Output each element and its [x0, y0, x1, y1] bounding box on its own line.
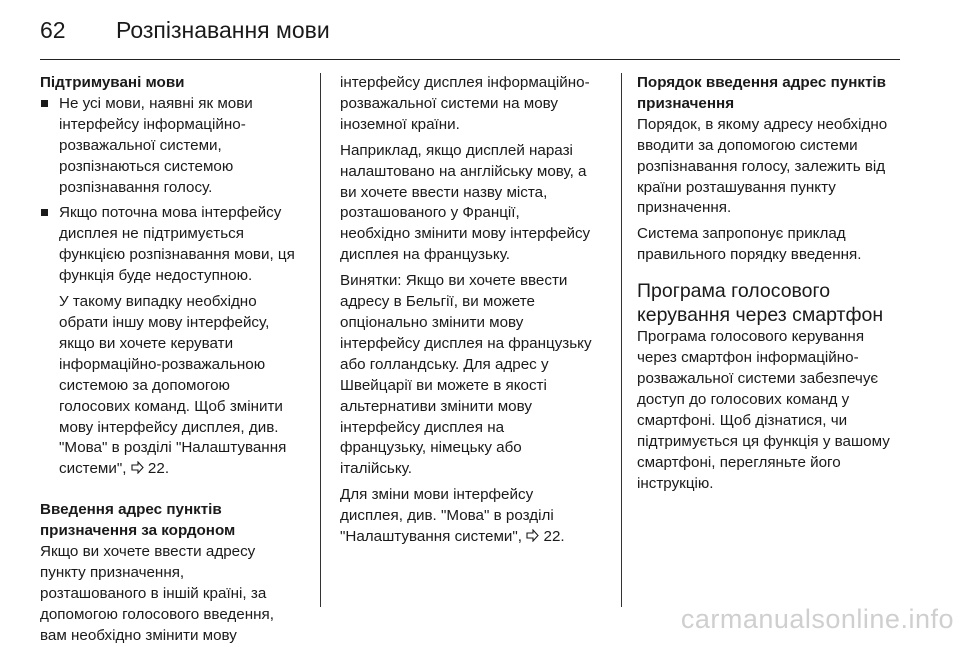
text-line: підтримується ця функція у вашому: [637, 432, 890, 450]
text-line: Система запропонує приклад: [637, 225, 846, 243]
text-line: дисплея, див. "Мова" в розділі: [340, 507, 554, 525]
column-2: [340, 73, 612, 548]
text-line: пункту призначення,: [40, 563, 185, 581]
section-heading-foreign-addresses: Введення адрес пунктів: [40, 501, 222, 519]
section-heading-smartphone-voice: Програма голосового: [637, 280, 831, 303]
column-1: [40, 73, 312, 647]
bullet-square-icon: [41, 209, 48, 216]
text-line: інтерфейсу інформаційно-: [59, 115, 246, 133]
page-reference[interactable]: 22.: [147, 460, 170, 478]
bullet-item: [40, 203, 312, 480]
section-heading-address-order: Порядок введення адрес пунктів: [637, 74, 886, 91]
text-line: альтернативи змінити мову: [340, 397, 532, 415]
text-line: голосових команд. Щоб змінити: [59, 397, 283, 415]
text-line: розважальної системи на мову: [340, 94, 559, 112]
watermark: carmanualsonline.info: [680, 604, 954, 634]
column-divider-2: [621, 73, 622, 607]
bullet-square-icon: [41, 100, 48, 107]
text-line: інтерфейсу дисплея інформаційно-: [340, 74, 590, 91]
text-line: Порядок, в якому адресу необхідно: [637, 115, 888, 133]
text-line: розважальної системи,: [59, 136, 222, 154]
page-reference-arrow-icon: [526, 529, 539, 542]
text-line: країни розташування пункту: [637, 178, 836, 196]
text-line: розпізнаються системою: [59, 157, 234, 175]
text-line: доступ до голосових команд у: [637, 390, 850, 408]
text-line: налаштовано на англійську мову, а: [340, 162, 587, 180]
page-reference-arrow-icon: [131, 461, 144, 474]
page-title: Розпізнавання мови: [116, 17, 330, 43]
text-line: іноземної країни.: [340, 115, 460, 133]
text-line: вам необхідно змінити мову: [40, 626, 237, 644]
text-line: дисплея на французьку.: [340, 246, 511, 264]
text-line: через смартфон інформаційно-: [637, 349, 859, 367]
text-line: системою за допомогою: [59, 376, 230, 394]
text-line: У такому випадку необхідно: [59, 293, 257, 311]
text-line: інструкцію.: [637, 474, 714, 492]
text-line: Наприклад, якщо дисплей наразі: [340, 141, 573, 159]
text-line: розпізнавання голосу, залежить від: [637, 157, 886, 175]
text-line: Винятки: Якщо ви хочете ввести: [340, 272, 568, 290]
text-line: Якщо ви хочете ввести адресу: [40, 543, 256, 561]
text-line: Не усі мови, наявні як мови: [59, 94, 253, 112]
text-line: дисплея не підтримується: [59, 225, 244, 243]
text-line: допомогою голосового введення,: [40, 605, 274, 623]
text-line: обрати іншу мову інтерфейсу,: [59, 313, 270, 331]
text-line: якщо ви хочете керувати: [59, 334, 234, 352]
page-number: 62: [40, 17, 66, 43]
text-line: необхідно змінити мову інтерфейсу: [340, 225, 591, 243]
text-line-with-ref: "Налаштування системи", 22.: [340, 528, 565, 546]
text-line: смартфоні. Щоб дізнатися, чи: [637, 411, 848, 429]
text-line: розташованого у Франції,: [340, 204, 520, 222]
text-line: інтерфейсу дисплея на французьку: [340, 334, 592, 352]
text-line: Програма голосового керування: [637, 328, 865, 346]
text-line: смартфоні, перегляньте його: [637, 453, 841, 471]
text-line: функція буде недоступною.: [59, 267, 253, 285]
page-header: [40, 17, 330, 44]
text-line: розважальної системи забезпечує: [637, 369, 879, 387]
text-line: Швейцарії ви можете в якості: [340, 376, 547, 394]
text-line: призначення.: [637, 199, 732, 217]
text-line: опціонально змінити мову: [340, 313, 524, 331]
text-line: правильного порядку введення.: [637, 246, 862, 264]
header-rule: [40, 59, 900, 60]
text-line: "Мова" в розділі "Налаштування: [59, 439, 287, 457]
section-heading-smartphone-voice: керування через смартфон: [637, 303, 884, 326]
text-line: інтерфейсу дисплея на: [340, 418, 505, 436]
section-heading-address-order: призначення: [637, 94, 735, 112]
text-line: або голландську. Для адрес у: [340, 355, 549, 373]
column-3: [637, 73, 907, 494]
text-line: ви хочете ввести назву міста,: [340, 183, 548, 201]
text-line: розпізнавання голосу.: [59, 178, 213, 196]
text-line: мову інтерфейсу дисплея, див.: [59, 418, 279, 436]
text-line: розташованого в іншій країні, за: [40, 584, 267, 602]
column-divider-1: [320, 73, 321, 607]
page-reference[interactable]: 22.: [543, 528, 565, 546]
text-line: французьку, німецьку або: [340, 439, 522, 457]
text-line: італійську.: [340, 460, 412, 478]
text-line-with-ref: системи", 22.: [59, 460, 170, 478]
bullet-item: [40, 94, 312, 199]
text-line: функцією розпізнавання мови, ця: [59, 246, 295, 264]
section-heading-foreign-addresses: призначення за кордоном: [40, 522, 236, 540]
text-line: вводити за допомогою системи: [637, 136, 858, 154]
text-line: інформаційно-розважальною: [59, 355, 266, 373]
text-line: Для зміни мови інтерфейсу: [340, 486, 534, 504]
text-line: Якщо поточна мова інтерфейсу: [59, 204, 282, 222]
text-line: адресу в Бельгії, ви можете: [340, 293, 535, 311]
section-heading-supported-languages: Підтримувані мови: [40, 74, 185, 91]
